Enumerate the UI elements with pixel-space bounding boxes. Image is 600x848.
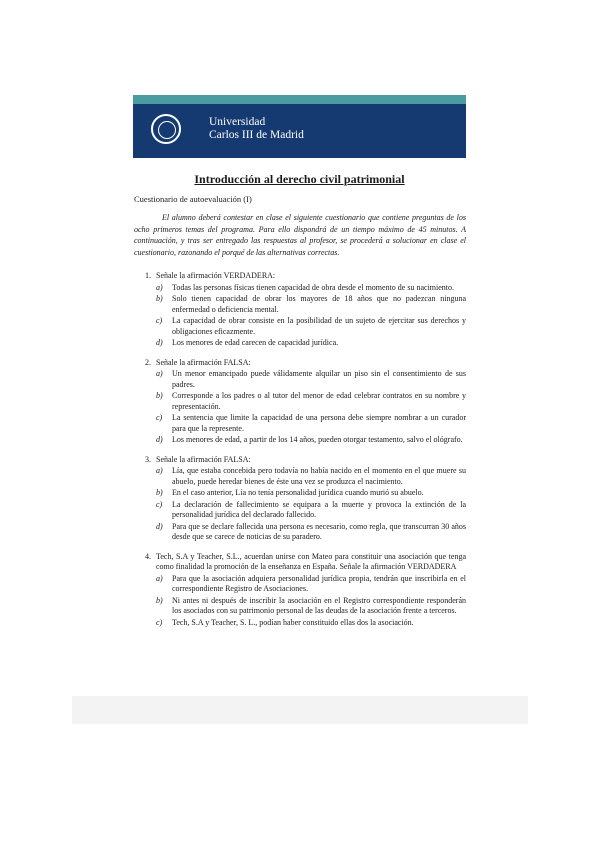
option-text: Corresponde a los padres o al tutor del menor de edad celebrar contratos en su nombre y representación.	[172, 391, 466, 411]
option-letter: c)	[156, 499, 163, 509]
header-accent-bar	[133, 95, 466, 104]
option-text: Lía, que estaba concebida pero todavía no había nacido en el momento en el que muere su abuelo, puede heredar bienes de éste una vez se produzca el nacimiento.	[172, 466, 466, 486]
option-letter: d)	[156, 338, 163, 347]
answer-option	[156, 294, 466, 315]
option-text: Los menores de edad, a partir de los 14 años, pueden otorgar testamento, salvo el ológrafo.	[172, 435, 463, 444]
option-letter: d)	[156, 435, 163, 444]
option-text: Tech, S.A y Teacher, S. L., podían haber constituido ellas dos la asociación.	[172, 617, 414, 627]
question-text: Tech, S.A y Teacher, S.L., acuerdan unirse con Mateo para constituir una asociación que tenga como finalidad la promoción de la enseñanza en España. Señale la afirmación VERDADERA	[156, 551, 466, 571]
answer-option	[156, 391, 466, 412]
answer-option	[156, 338, 466, 349]
page-bottom-shade	[72, 696, 528, 724]
option-text: En el caso anterior, Lía no tenía personalidad jurídica cuando murió su abuelo.	[172, 488, 424, 497]
question-statement	[134, 552, 466, 573]
option-letter: b)	[156, 391, 163, 400]
option-letter: a)	[156, 369, 163, 378]
option-text: Un menor emancipado puede válidamente alquilar un piso sin el consentimiento de sus padres.	[172, 369, 466, 389]
option-letter: d)	[156, 521, 163, 531]
question-text: Señale la afirmación VERDADERA:	[156, 271, 276, 280]
answer-option	[156, 596, 466, 617]
option-letter: a)	[156, 466, 163, 475]
question-item	[134, 358, 466, 446]
document-subtitle: Cuestionario de autoevaluación (I)	[134, 194, 252, 204]
answer-option	[156, 369, 466, 390]
option-text: Todas las personas físicas tienen capacidad de obra desde el momento de su nacimiento.	[172, 282, 455, 292]
option-letter: c)	[156, 413, 163, 422]
option-text: La declaración de fallecimiento se equipara a la muerte y provoca la extinción de la personalidad jurídica del declarado fallecido.	[172, 499, 466, 519]
answer-option	[156, 488, 466, 499]
answer-option	[156, 500, 466, 521]
option-letter: a)	[156, 282, 163, 292]
question-text: Señale la afirmación FALSA:	[156, 357, 251, 367]
university-name	[209, 116, 304, 142]
option-text: Para que se declare fallecida una persona es necesario, como regla, que transcurran 30 años desde que se carece de noticias de su paradero.	[172, 521, 466, 541]
answer-option	[156, 413, 466, 434]
option-text: Ni antes ni después de inscribir la asociación en el Registro correspondiente responderán los asociados con su patrimonio personal de las deudas de la asociación frente a terceros.	[172, 595, 466, 615]
question-number: 1.	[145, 271, 151, 280]
option-letter: a)	[156, 573, 163, 583]
question-item	[134, 552, 466, 629]
university-name-line2: Carlos III de Madrid	[209, 129, 304, 141]
document-title: Introducción al derecho civil patrimonial	[194, 172, 405, 186]
answer-option	[156, 574, 466, 595]
university-banner	[133, 104, 466, 158]
question-number: 2.	[145, 357, 151, 367]
option-text: La sentencia que limite la capacidad de una persona debe siempre nombrar a un curador para que la represente.	[172, 413, 466, 433]
question-statement	[134, 455, 466, 466]
question-text: Señale la afirmación FALSA:	[156, 454, 251, 464]
question-item	[134, 455, 466, 543]
option-letter: c)	[156, 617, 163, 627]
answer-option	[156, 618, 466, 629]
university-seal-icon	[151, 114, 181, 144]
university-name-line1: Universidad	[209, 116, 266, 128]
answer-option	[156, 316, 466, 337]
answer-option	[156, 522, 466, 543]
question-item	[134, 271, 466, 349]
question-statement	[134, 358, 466, 369]
option-text: La capacidad de obrar consiste en la posibilidad de un sujeto de ejercitar sus derechos y obligaciones eficazmente.	[172, 316, 466, 336]
instructions-paragraph: El alumno deberá contestar en clase el siguiente cuestionario que contiene preguntas de los ocho primeros temas del programa. Para ello dispondrá de un tiempo máximo de 45 minutos. A continuación, y tras ser entregado las respuestas al profesor, se procederá a solucionar en clase el cuestionario, razonando el porqué de las alternativas correctas.	[134, 213, 466, 257]
question-number: 3.	[145, 454, 151, 464]
option-text: Solo tienen capacidad de obrar los mayores de 18 años que no padezcan ninguna enfermedad o deficiencia mental.	[172, 294, 466, 314]
option-letter: b)	[156, 294, 163, 303]
question-list	[134, 271, 466, 637]
question-number: 4.	[145, 551, 151, 561]
option-letter: b)	[156, 595, 163, 605]
option-text: Los menores de edad carecen de capacidad jurídica.	[172, 338, 339, 347]
option-letter: b)	[156, 488, 163, 497]
answer-option	[156, 435, 466, 446]
answer-option	[156, 466, 466, 487]
answer-option	[156, 283, 466, 294]
option-text: Para que la asociación adquiera personalidad jurídica propia, tendrán que inscribirla en el correspondiente Registro de Asociaciones.	[172, 573, 466, 593]
question-statement	[134, 271, 466, 282]
option-letter: c)	[156, 316, 163, 325]
